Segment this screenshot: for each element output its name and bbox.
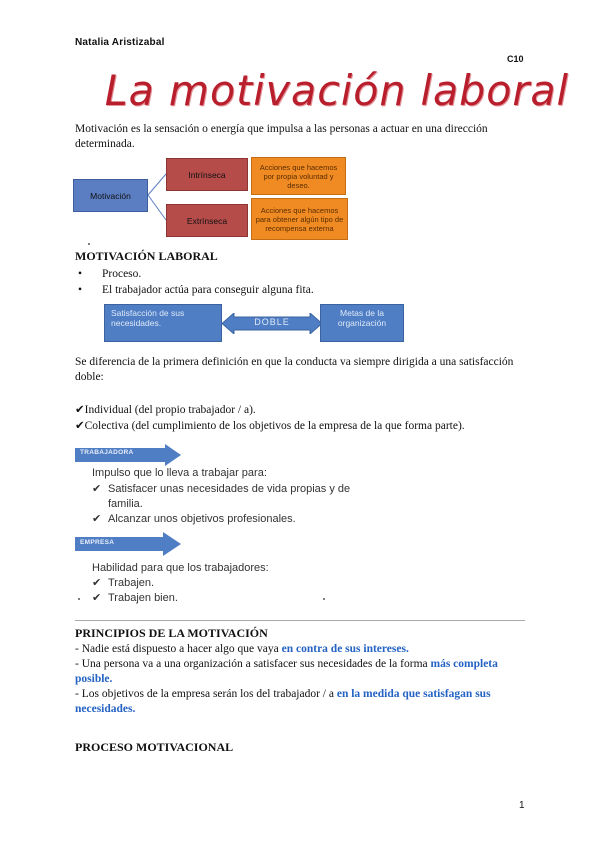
section-divider: [75, 620, 525, 621]
double-arrow-label: DOBLE: [254, 317, 290, 327]
trabajadora-arrow-label: TRABAJADORA: [80, 449, 134, 456]
check-icon: ✔: [92, 592, 102, 604]
diagram-intrinseca: Intrínseca: [166, 158, 248, 191]
principio-3-text: - Los objetivos de la empresa serán los del trabajador / a: [75, 688, 337, 700]
page-title: La motivación laboral: [104, 66, 569, 115]
author-name: Natalia Aristizabal: [75, 37, 165, 48]
principio-3-emphasis: en la medida que satisfagan sus necesidades.: [75, 688, 491, 715]
diagram-root-motivacion: Motivación: [73, 179, 148, 212]
principio-1-text: - Nadie está dispuesto a hacer algo que vaya: [75, 643, 282, 655]
trabajadora-list: [92, 482, 352, 527]
principio-1: [75, 642, 535, 657]
check-list: [75, 402, 545, 434]
diferencia-paragraph: Se diferencia de la primera definición en que la conducta va siempre dirigida a una satisfacción doble:: [75, 356, 514, 383]
bullet-item: • El trabajador actúa para conseguir alguna fita.: [78, 282, 314, 298]
check-icon: ✔: [92, 483, 102, 495]
bullet-list: [78, 266, 314, 298]
check-item-individual: ✔Individual (del propio trabajador / a).: [75, 404, 256, 416]
empresa-lead: Habilidad para que los trabajadores:: [92, 562, 269, 574]
principio-2: [75, 657, 535, 687]
principio-2-emphasis: más completa posible.: [75, 658, 498, 685]
stray-dot: [88, 243, 90, 245]
heading-principios: PRINCIPIOS DE LA MOTIVACIÓN: [75, 626, 268, 640]
empresa-item-text: Trabajen.: [108, 577, 155, 589]
heading-motivacion-laboral: MOTIVACIÓN LABORAL: [75, 249, 218, 263]
check-item-colectiva: ✔Colectiva (del cumplimiento de los objetivos de la empresa de la que forma parte).: [75, 420, 465, 432]
empresa-arrow-label: EMPRESA: [80, 539, 115, 546]
stray-dot: [323, 598, 325, 600]
empresa-item: [92, 576, 352, 591]
heading-proceso-motivacional: PROCESO MOTIVACIONAL: [75, 740, 234, 754]
empresa-item-text: Trabajen bien.: [108, 592, 178, 604]
diagram-metas: Metas de la organización: [320, 304, 404, 342]
document-code: C10: [507, 54, 524, 64]
trabajadora-item: [92, 482, 352, 512]
intro-paragraph: Motivación es la sensación o energía que impulsa a las personas a actuar en una dirección determinada.: [75, 123, 488, 150]
diagram-extrinseca: Extrínseca: [166, 204, 248, 237]
check-icon: ✔: [92, 577, 102, 589]
empresa-item: [92, 591, 352, 606]
trabajadora-item: [92, 512, 352, 527]
diagram-intrinseca-desc: Acciones que hacemos por propia voluntad y deseo.: [251, 157, 346, 195]
empresa-list: [92, 576, 352, 606]
double-arrow: [222, 313, 322, 334]
principio-1-emphasis: en contra de sus intereses.: [281, 643, 409, 655]
bullet-item: • Proceso.: [78, 266, 314, 282]
check-icon: ✔: [92, 513, 102, 525]
principio-2-text: - Una persona va a una organización a satisfacer sus necesidades de la forma: [75, 658, 431, 670]
page-number: 1: [519, 800, 525, 811]
diagram-satisfaccion: Satisfacción de sus necesidades.: [104, 304, 222, 342]
trabajadora-item-text: Alcanzar unos objetivos profesionales.: [108, 513, 296, 525]
diagram-extrinseca-desc: Acciones que hacemos para obtener algún tipo de recompensa externa: [251, 198, 348, 240]
trabajadora-lead: Impulso que lo lleva a trabajar para:: [92, 467, 267, 479]
trabajadora-item-text: Satisfacer unas necesidades de vida propias y de familia.: [108, 483, 351, 510]
principio-3: [75, 687, 535, 717]
principios-list: [75, 642, 535, 717]
stray-dot: [78, 598, 80, 600]
